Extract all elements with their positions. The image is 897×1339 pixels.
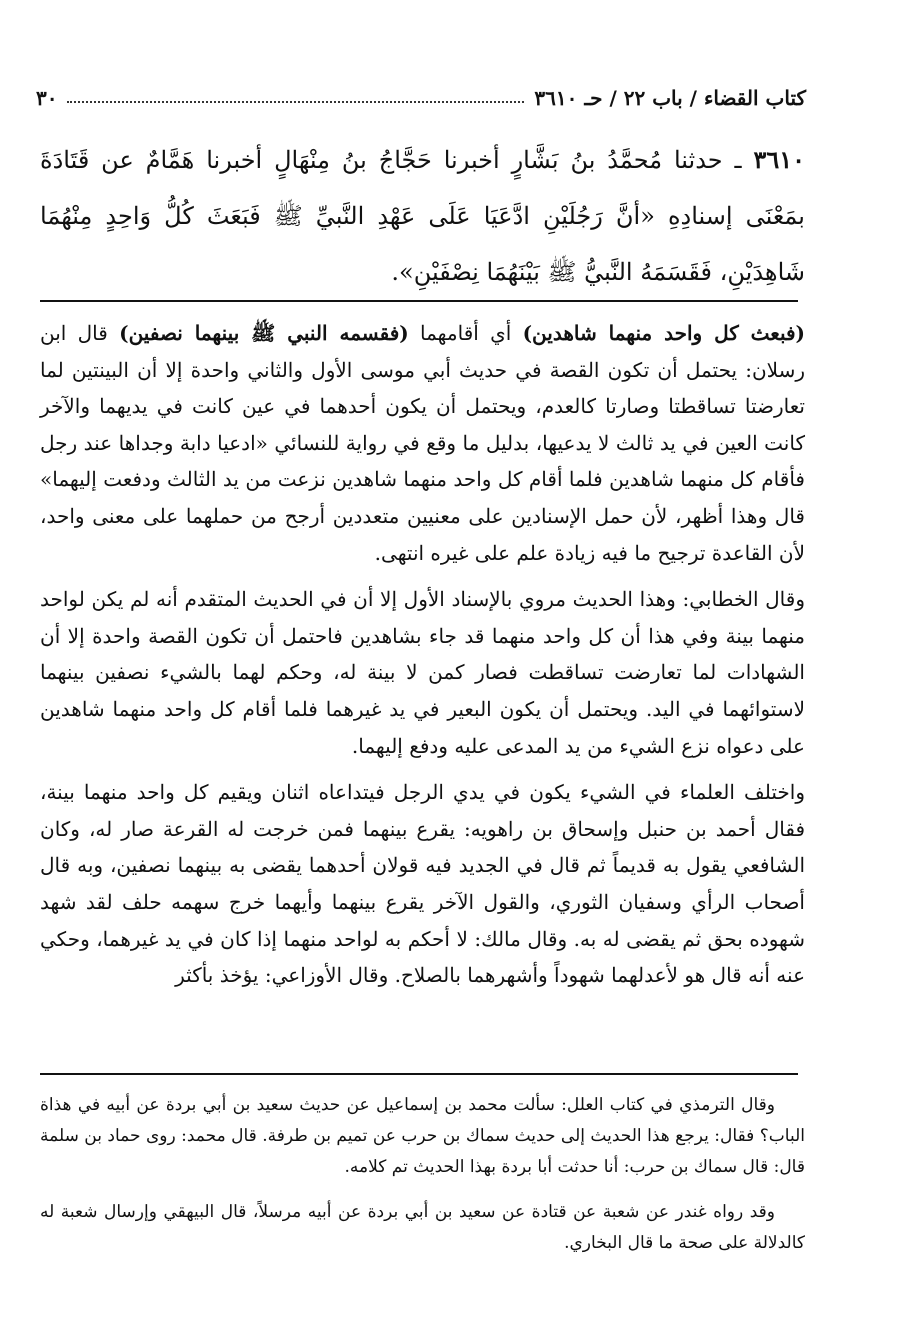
page-header (28, 74, 806, 110)
running-title: كتاب القضاء / باب ٢٢ / حـ ٣٦١٠ (534, 86, 806, 110)
footnote-divider (40, 1073, 798, 1075)
page-number: ٣٠ (36, 86, 58, 110)
hadith-text (40, 132, 805, 300)
commentary-text: قال ابن رسلان: يحتمل أن تكون القصة في حديث أبي موسى الأول والثاني واحدة إلا أن البينتين لما تعارضتا تساقطتا وصارتا كالعدم، ويحتمل أن يكون أحدهما في عين كانت في يديهما والآخر كانت العين في يد ثالث لا يدعيها، بدليل ما وقع في رواية للنسائي «ادعيا دابة وجداها عند رجل فأقام كل منهما شاهدين فلما أقام كل واحد منهما شاهدين نزعت من يد الثالث ودفعت إليهما» قال وهذا أظهر، لأن حمل الإسنادين على معنيين متعددين أرجح من حملهما على معنى واحد، لأن القاعدة ترجيح ما فيه زيادة علم على غيره انتهى. (40, 321, 805, 565)
footnote-paragraph: وقال الترمذي في كتاب العلل: سألت محمد بن إسماعيل عن حديث سعيد بن أبي بردة عن أبيه في هذاة الباب؟ فقال: يرجع هذا الحديث إلى حديث سماك بن حرب عن تميم بن طرفة. قال محمد: روى حماد بن سلمة قال: قال سماك بن حرب: أنا حدثت أبا بردة بهذا الحديث تم كلامه. (40, 1095, 805, 1177)
commentary-paragraph: واختلف العلماء في الشيء يكون في يدي الرجل فيتداعاه اثنان ويقيم كل واحد منهما بينة، فقال أحمد بن حنبل وإسحاق بن راهويه: يقرع بينهما فمن خرجت له القرعة صار له، وكان الشافعي يقول به قديماً ثم قال في الجديد فيه قولان أحدهما يقضى به بينهما نصفين، وبه قال أصحاب الرأي وسفيان الثوري، والقول الآخر يقرع بينهما وأيهما خرج سهمه حلف لقد شهد شهوده بحق ثم يقضى له به. وقال مالك: لا أحكم به لواحد منهما إذا كان في يد غيرهما، وحكي عنه أنه قال هو لأعدلهما شهوداً وأشهرهما بالصلاح. وقال الأوزاعي: يؤخذ بأكثر (40, 780, 805, 988)
commentary-paragraph (40, 315, 805, 571)
hadith-number: ٣٦١٠ (753, 145, 805, 174)
footnote-paragraph: وقد رواه غندر عن شعبة عن قتادة عن سعيد بن أبي بردة عن أبيه مرسلاً، قال البيهقي وإرسال شعبة له كالدلالة على صحة ما قال البخاري. (40, 1202, 805, 1253)
header-dotted-leader (67, 101, 524, 103)
commentary-keyword: (فبعث كل واحد منهما شاهدين) (522, 321, 806, 345)
commentary-keyword: (فقسمه النبي ﷺ بينهما نصفين) (119, 321, 409, 345)
hadith-body: ـ حدثنا مُحمَّدُ بنُ بَشَّارٍ أخبرنا حَجَّاجُ بنُ مِنْهَالٍ أخبرنا هَمَّامٌ عن قَتَادَةَ بمَعْنَى إسنادِهِ «أنَّ رَجُلَيْنِ ادَّعَيَا عَلَى عَهْدِ النَّبيِّ ﷺ فَبَعَثَ كُلُّ وَاحِدٍ مِنْهُمَا شَاهِدَيْنِ، فَقَسَمَهُ النَّبيُّ ﷺ بَيْنَهُمَا نِصْفَيْنِ». (40, 146, 805, 286)
commentary-text: أي أقامهما (420, 321, 512, 345)
footnotes (40, 1090, 805, 1273)
section-divider (40, 300, 798, 302)
commentary (40, 315, 805, 1004)
commentary-paragraph: وقال الخطابي: وهذا الحديث مروي بالإسناد الأول إلا أن في الحديث المتقدم أنه لم يكن لواحد منهما بينة وفي هذا أن كل واحد منهما قد جاء بشاهدين فاحتمل أن تكون القصة واحدة إلا أن الشهادات لما تعارضت تساقطت فصار كمن لا بينة له، وحكم لهما بالشيء نصفين بينهما لاستوائهما في اليد. ويحتمل أن يكون البعير في يد غيرهما فلما أقام كل واحد منهما شاهدين على دعواه نزع الشيء من يد المدعى عليه ودفع إليهما. (40, 587, 805, 758)
